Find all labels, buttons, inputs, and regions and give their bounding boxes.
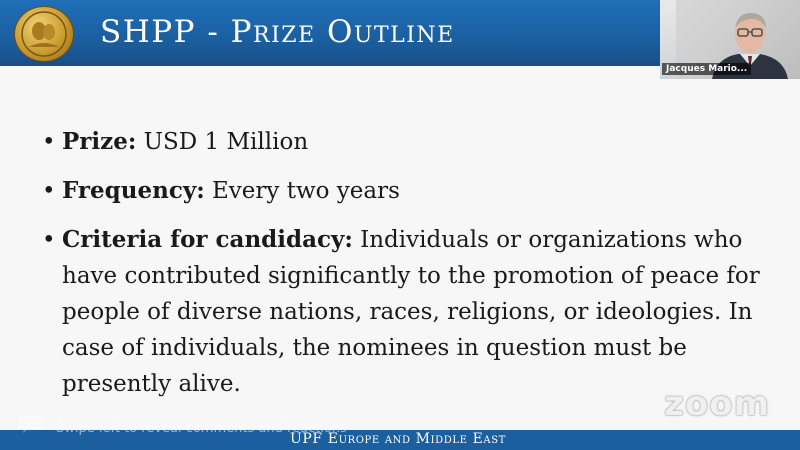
medal-icon: [14, 6, 74, 62]
bullet-label: Criteria for candidacy:: [62, 226, 353, 253]
bullet-dot: •: [42, 178, 56, 204]
footer-text: UPF Europe and Middle East: [290, 431, 506, 447]
bullet-prize: [40, 124, 780, 160]
slide-title: SHPP - Prize Outline: [100, 14, 455, 50]
bullet-text: Every two years: [212, 178, 400, 204]
swipe-hint-text: Swipe left to reveal comments and reactions: [56, 421, 347, 436]
zoom-watermark: zoom: [664, 384, 770, 424]
participant-name-label: Jacques Mario...: [662, 63, 751, 75]
bullet-text: Individuals or organizations who have contributed significantly to the promotion of peace for people of diverse nations, races, religions, or ideologies. In case of individuals, the nominees in question must be presently alive.: [62, 227, 760, 397]
bullet-criteria: [40, 222, 780, 402]
bullet-text: USD 1 Million: [143, 129, 309, 155]
chat-bubble-icon[interactable]: [18, 414, 44, 438]
bullet-label: Frequency:: [62, 177, 205, 204]
slide-content: [40, 124, 780, 415]
bullet-frequency: [40, 173, 780, 209]
bullet-dot: •: [42, 227, 56, 253]
bullet-dot: •: [42, 129, 56, 155]
bullet-label: Prize:: [62, 128, 137, 155]
participant-video[interactable]: [660, 0, 800, 79]
